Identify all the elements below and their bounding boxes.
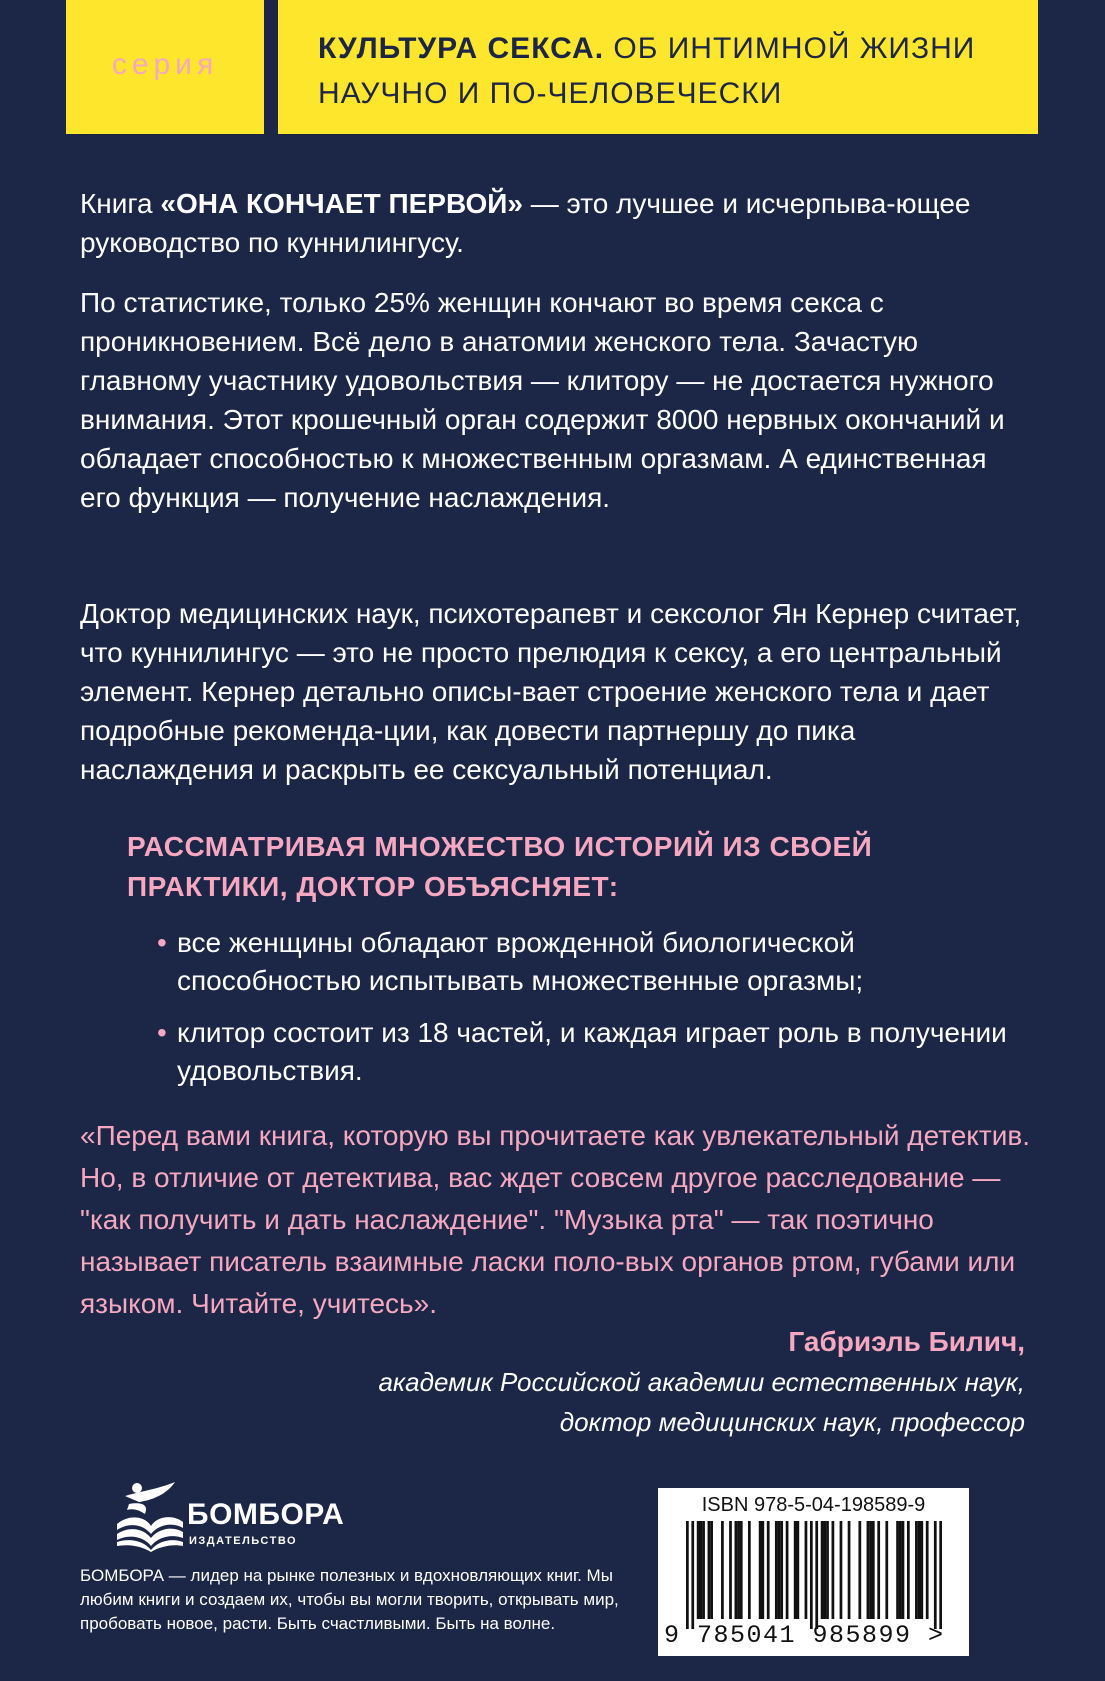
barcode-bar [840,1521,843,1619]
barcode-bar [896,1521,899,1619]
barcode-bar [899,1521,902,1619]
author-paragraph: Доктор медицинских наук, психотерапевт и сексолог Ян Кернер считает, что куннилингус — это не просто прелюдия к сексу, а его центральный элемент. Кернер детально описы-вает строение женского тела и дает подробные рекоменда-ции, как довести партнершу до пика наслаждения и раскрыть ее сексуальный потенциал. [80,598,1022,785]
barcode-bars [686,1521,942,1629]
series-label: серия [111,48,219,81]
series-title-bold: КУЛЬТУРА СЕКСА. [318,32,605,65]
barcode-bar [697,1521,700,1619]
list-item [157,924,1017,1000]
barcode-bar [748,1521,751,1619]
list-item [157,1014,1017,1090]
barcode-bar [858,1521,861,1619]
barcode-bar [826,1521,829,1619]
series-title-band [278,0,1038,134]
barcode-bar [872,1521,875,1619]
barcode-bar [869,1521,872,1619]
barcode-bar [699,1521,702,1619]
barcode-bar [832,1521,835,1619]
barcode-digits: 9 785041 985899 > [664,1621,945,1650]
bullet-dot-icon: • [157,1017,167,1048]
barcode-bar [775,1521,778,1619]
intro-paragraph [80,184,1030,262]
barcode-bar [737,1521,740,1619]
barcode-bar [794,1521,797,1619]
barcode-bar [721,1521,724,1619]
barcode-bar [735,1521,738,1619]
series-title-rest: ОБ ИНТИМНОЙ ЖИЗНИ НАУЧНО И ПО-ЧЕЛОВЕЧЕСКИ [318,32,976,110]
bombora-wave-reader-icon [115,1480,185,1552]
barcode-bar [767,1521,770,1619]
barcode-bar [805,1521,808,1619]
publisher-logo [80,1478,345,1556]
book-title: «ОНА КОНЧАЕТ ПЕРВОЙ» [160,188,523,219]
list-item-text: все женщины обладают врожденной биологической способностью испытывать множественные оргазмы; [177,927,864,996]
barcode-bar [939,1521,942,1629]
statistics-paragraph: По статистике, только 25% женщин кончают во время секса с проникновением. Всё дело в анатомии женского тела. Зачастую главному участнику удовольствия — клитору — не достается нужного внимания. Этот крошечный орган содержит 8000 нервных окончаний и обладает способностью к множественным оргазмам. А единственная его функция — получение наслаждения. [80,287,1005,513]
attribution-role-1: академик Российской академии естественных наук, [378,1367,1025,1397]
review-quote: «Перед вами книга, которую вы прочитаете как увлекательный детектив. Но, в отличие от детектива, вас ждет совсем другое расследование — "как получить и дать наслаждение". "Музыка рта" — так поэтично называет писатель взаимные ласки поло-вых органов ртом, губами или языком. Читайте, учитесь». [80,1120,1030,1319]
intro-prefix: Книга [80,188,161,219]
barcode-bar [780,1521,783,1619]
list-item-text: клитор состоит из 18 частей, и каждая играет роль в получении удовольствия. [177,1017,1007,1086]
bullet-list [157,924,1017,1104]
isbn-barcode [658,1488,969,1656]
barcode-bar [926,1521,929,1619]
barcode-bar [786,1521,789,1619]
barcode-bar [915,1521,918,1619]
barcode-bar [907,1521,910,1619]
barcode-bar [821,1521,824,1619]
barcode-bar [902,1521,905,1619]
series-title [318,26,1028,116]
quote-attribution [125,1322,1025,1442]
barcode-bar [796,1521,799,1619]
barcode-bar [686,1521,689,1629]
barcode-bar [848,1521,851,1619]
barcode-bar [708,1521,711,1619]
series-label-band [66,0,264,134]
barcode-bar [778,1521,781,1619]
barcode-bar [934,1521,937,1629]
highlight-heading: РАССМАТРИВАЯ МНОЖЕСТВО ИСТОРИЙ ИЗ СВОЕЙ ПРАКТИКИ, ДОКТОР ОБЪЯСНЯЕТ: [127,831,873,902]
barcode-bar [691,1521,694,1629]
barcode-bar [710,1521,713,1619]
barcode-bar [815,1521,818,1629]
isbn-label: ISBN 978-5-04-198589-9 [701,1494,926,1516]
barcode-bar [740,1521,743,1619]
bullet-dot-icon: • [157,927,167,958]
barcode-bar [810,1521,813,1629]
barcode-bar [823,1521,826,1619]
publisher-blurb: БОМБОРА — лидер на рынке полезных и вдохновляющих книг. Мы любим книги и создаем их, чтобы вы могли творить, открывать мир, пробовать новое, расти. Быть счастливыми. Быть на волне. [80,1566,619,1633]
publisher-logo-sub: ИЗДАТЕЛЬСТВО [189,1535,298,1547]
barcode-bar [918,1521,921,1619]
barcode-bar [877,1521,880,1619]
barcode-bar [920,1521,923,1619]
barcode-bar [729,1521,732,1619]
barcode-bar [702,1521,705,1619]
intro-suffix: — это лучшее и исчерпыва-ющее руководство по куннилингусу. [80,188,971,258]
barcode-bar [761,1521,764,1619]
barcode-bar [867,1521,870,1619]
barcode-bar [885,1521,888,1619]
publisher-logo-name: БОМБОРА [187,1498,345,1531]
attribution-role-2: доктор медицинских наук, профессор [559,1407,1025,1437]
attribution-name: Габриэль Билич, [788,1326,1025,1357]
barcode-bar [759,1521,762,1619]
